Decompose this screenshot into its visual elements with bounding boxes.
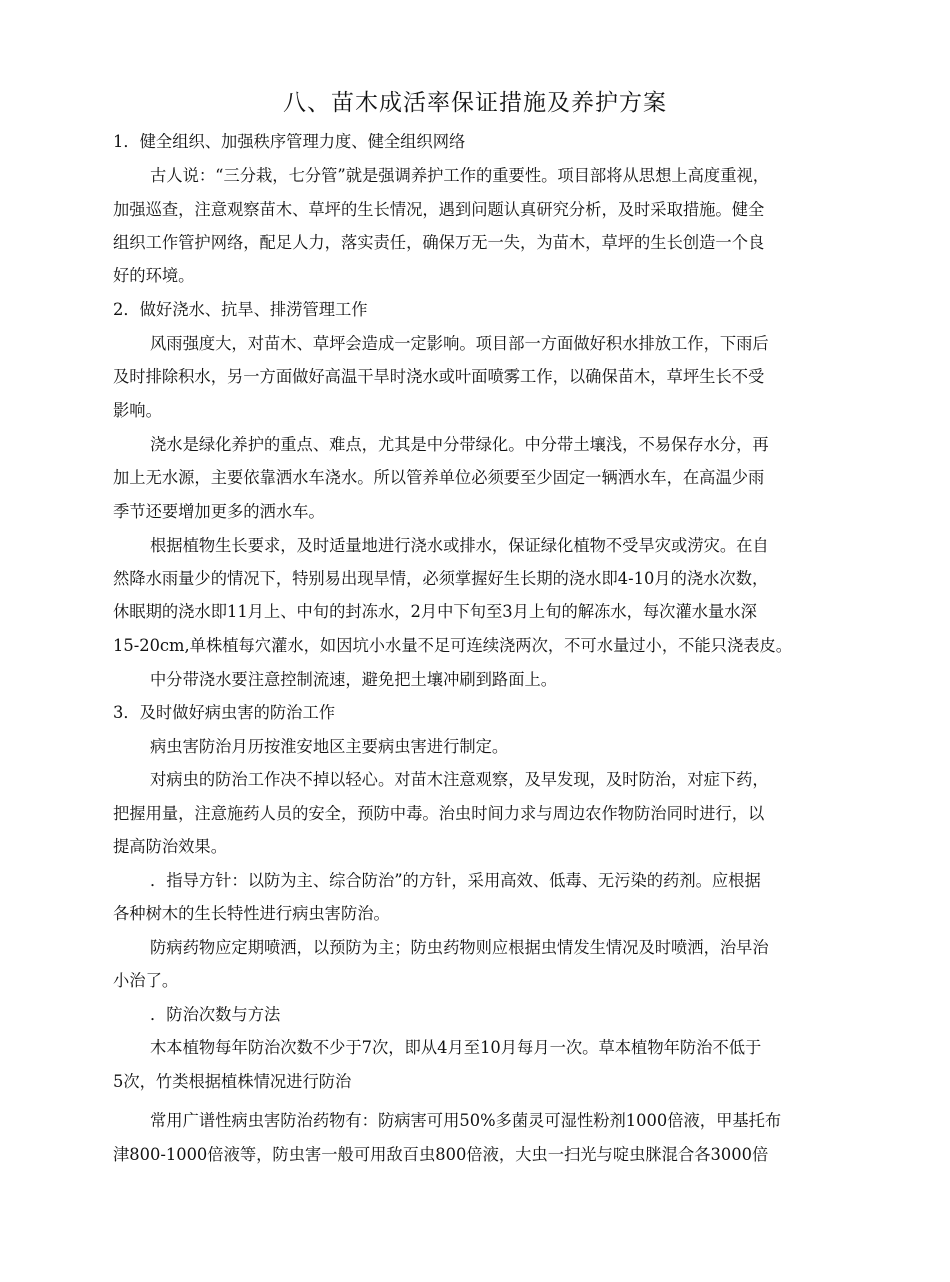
paragraph-line: 对病虫的防治工作决不掉以轻心。对苗木注意观察，及早发现，及时防治，对症下药， <box>150 770 769 789</box>
paragraph-line: 加上无水源，主要依靠洒水车浇水。所以管养单位必须要至少固定一辆洒水车，在高温少雨 <box>113 468 765 487</box>
section-heading-3: 3．及时做好病虫害的防治工作 <box>113 703 336 722</box>
paragraph-line: 根据植物生长要求，及时适量地进行浇水或排水，保证绿化植物不受旱灾或涝灾。在自 <box>150 536 769 555</box>
section-heading-1: 1．健全组织、加强秩序管理力度、健全组织网络 <box>113 132 466 151</box>
paragraph-line: 木本植物每年防治次数不少于7次，即从4月至10月每月一次。草本植物年防治不低于 <box>150 1038 762 1057</box>
paragraph-line: ．防治次数与方法 <box>150 1005 281 1024</box>
paragraph-line: 15-20cm,单株植每穴灌水，如因坑小水量不足可连续浇两次，不可水量过小，不能只浇表皮。 <box>113 636 793 655</box>
paragraph-line: 防病药物应定期喷洒，以预防为主；防虫药物则应根据虫情发生情况及时喷洒，治早治 <box>150 938 769 957</box>
paragraph-line: 常用广谱性病虫害防治药物有：防病害可用50%多菌灵可湿性粉剂1000倍液，甲基托布 <box>150 1111 782 1130</box>
paragraph-line: 加强巡查，注意观察苗木、草坪的生长情况，遇到问题认真研究分析，及时采取措施。健全 <box>113 200 765 219</box>
paragraph-line: 及时排除积水，另一方面做好高温干旱时浇水或叶面喷雾工作，以确保苗木，草坪生长不受 <box>113 367 765 386</box>
paragraph-line: 5次，竹类根据植株情况进行防治 <box>113 1072 352 1091</box>
paragraph-line: 好的环境。 <box>113 266 195 285</box>
paragraph-line: ．指导方针：以防为主、综合防治”的方针，采用高效、低毒、无污染的药剂。应根据 <box>150 871 761 890</box>
page-title: 八、苗木成活率保证措施及养护方案 <box>283 90 667 116</box>
paragraph-line: 小治了。 <box>113 971 179 990</box>
paragraph-line: 休眠期的浇水即11月上、中旬的封冻水，2月中下旬至3月上旬的解冻水，每次灌水量水深 <box>113 602 757 621</box>
paragraph-line: 病虫害防治月历按淮安地区主要病虫害进行制定。 <box>150 737 509 756</box>
paragraph-line: 各种树木的生长特性进行病虫害防治。 <box>113 904 390 923</box>
paragraph-line: 影响。 <box>113 401 162 420</box>
paragraph-line: 古人说：“三分栽，七分管”就是强调养护工作的重要性。项目部将从思想上高度重视， <box>150 166 770 185</box>
paragraph-line: 津800-1000倍液等，防虫害一般可用敌百虫800倍液，大虫一扫光与啶虫脒混合各3000倍 <box>113 1145 769 1164</box>
section-heading-2: 2．做好浇水、抗旱、排涝管理工作 <box>113 300 368 319</box>
paragraph-line: 季节还要增加更多的洒水车。 <box>113 502 325 521</box>
paragraph-line: 提高防治效果。 <box>113 837 227 856</box>
paragraph-line: 浇水是绿化养护的重点、难点，尤其是中分带绿化。中分带土壤浅，不易保存水分，再 <box>150 435 769 454</box>
paragraph-line: 中分带浇水要注意控制流速，避免把土壤冲刷到路面上。 <box>150 670 558 689</box>
paragraph-line: 风雨强度大，对苗木、草坪会造成一定影响。项目部一方面做好积水排放工作，下雨后 <box>150 334 769 353</box>
paragraph-line: 把握用量，注意施药人员的安全，预防中毒。治虫时间力求与周边农作物防治同时进行，以 <box>113 804 765 823</box>
paragraph-line: 然降水雨量少的情况下，特别易出现旱情，必须掌握好生长期的浇水即4-10月的浇水次数， <box>113 569 769 588</box>
paragraph-line: 组织工作管护网络，配足人力，落实责任，确保万无一失，为苗木，草坪的生长创造一个良 <box>113 233 765 252</box>
